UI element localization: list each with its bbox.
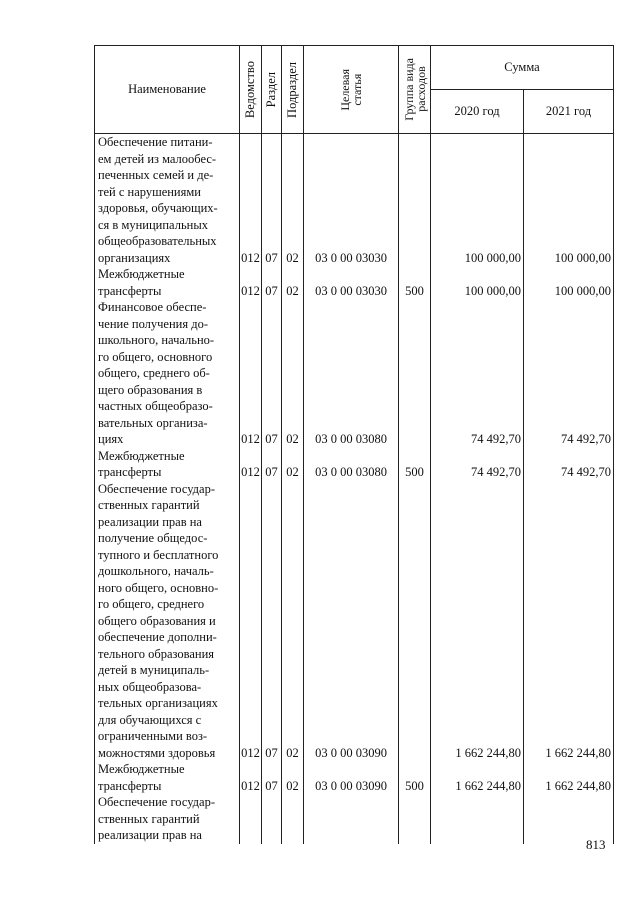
header-name: Наименование (95, 46, 240, 134)
row-razdel: 07 (262, 134, 282, 267)
header-podrazdel: Подраздел (282, 46, 304, 134)
header-gruppa-vida-rashodov: Группа вида расходов (399, 46, 431, 134)
row-name: Обеспечение государ- ственных гарантий реализации прав на получение общедос- тупного и бесплатного дошкольного, началь- ного общего, основно- го общего, среднего общего образования и обеспечение дополни- тельного образования детей в муниципаль- ных общеобразова- тельных организациях для обучающихся с ограниченными воз- можностями здоровья (95, 481, 240, 762)
row-sum-2021: 74 492,70 (524, 299, 614, 448)
row-sum-2021: 1 662 244,80 (524, 481, 614, 762)
row-sum-2021: 74 492,70 (524, 448, 614, 481)
table-row (95, 448, 614, 481)
budget-table (94, 45, 614, 844)
table-row (95, 481, 614, 762)
row-podrazdel: 02 (282, 761, 304, 794)
row-sum-2020: 100 000,00 (431, 266, 524, 299)
page-number: 813 (586, 837, 606, 852)
row-razdel: 07 (262, 761, 282, 794)
row-name: Межбюджетные трансферты (95, 761, 240, 794)
header-celevaya-statya: Целевая статья (304, 46, 399, 134)
header-summa: Сумма (431, 46, 614, 90)
row-sum-2020: 1 662 244,80 (431, 481, 524, 762)
row-sum-2021: 100 000,00 (524, 266, 614, 299)
row-sum-2020: 1 662 244,80 (431, 761, 524, 794)
row-gruppa: 500 (399, 761, 431, 794)
row-name: Межбюджетные трансферты (95, 448, 240, 481)
row-gruppa (399, 299, 431, 448)
table-header (95, 46, 614, 134)
header-year-2020: 2020 год (431, 90, 524, 134)
table-body (95, 134, 614, 844)
row-sum-2020 (431, 794, 524, 844)
row-celevaya-statya: 03 0 00 03080 (304, 448, 399, 481)
row-gruppa (399, 794, 431, 844)
row-podrazdel: 02 (282, 266, 304, 299)
row-celevaya-statya: 03 0 00 03080 (304, 299, 399, 448)
row-gruppa: 500 (399, 266, 431, 299)
row-vedomstvo: 012 (240, 761, 262, 794)
row-gruppa: 500 (399, 448, 431, 481)
table-row (95, 266, 614, 299)
row-podrazdel: 02 (282, 448, 304, 481)
row-celevaya-statya: 03 0 00 03090 (304, 481, 399, 762)
table-row (95, 299, 614, 448)
row-vedomstvo: 012 (240, 266, 262, 299)
row-celevaya-statya: 03 0 00 03030 (304, 134, 399, 267)
row-podrazdel: 02 (282, 134, 304, 267)
row-podrazdel (282, 794, 304, 844)
row-name: Межбюджетные трансферты (95, 266, 240, 299)
row-name: Обеспечение питани- ем детей из малообес- печенных семей и де- тей с нарушениями здоровья, обучающих- ся в муниципальных общеобразовательных организациях (95, 134, 240, 267)
row-vedomstvo: 012 (240, 448, 262, 481)
header-razdel: Раздел (262, 46, 282, 134)
row-razdel: 07 (262, 481, 282, 762)
row-sum-2020: 74 492,70 (431, 299, 524, 448)
row-vedomstvo: 012 (240, 481, 262, 762)
row-name: Финансовое обеспе- чение получения до- школьного, начально- го общего, основного общего, среднего об- щего образования в частных общеобразо- вательных организа- циях (95, 299, 240, 448)
row-podrazdel: 02 (282, 299, 304, 448)
row-vedomstvo (240, 794, 262, 844)
row-sum-2020: 74 492,70 (431, 448, 524, 481)
table-row (95, 794, 614, 844)
row-sum-2021: 1 662 244,80 (524, 761, 614, 794)
row-name: Обеспечение государ- ственных гарантий реализации прав на (95, 794, 240, 844)
row-celevaya-statya (304, 794, 399, 844)
row-celevaya-statya: 03 0 00 03030 (304, 266, 399, 299)
row-sum-2021: 100 000,00 (524, 134, 614, 267)
header-year-2021: 2021 год (524, 90, 614, 134)
row-celevaya-statya: 03 0 00 03090 (304, 761, 399, 794)
row-gruppa (399, 481, 431, 762)
header-vedomstvo: Ведомство (240, 46, 262, 134)
row-vedomstvo: 012 (240, 134, 262, 267)
row-razdel: 07 (262, 299, 282, 448)
table-row (95, 761, 614, 794)
table-row (95, 134, 614, 267)
row-sum-2020: 100 000,00 (431, 134, 524, 267)
row-razdel: 07 (262, 266, 282, 299)
row-razdel: 07 (262, 448, 282, 481)
row-podrazdel: 02 (282, 481, 304, 762)
row-vedomstvo: 012 (240, 299, 262, 448)
row-razdel (262, 794, 282, 844)
row-gruppa (399, 134, 431, 267)
